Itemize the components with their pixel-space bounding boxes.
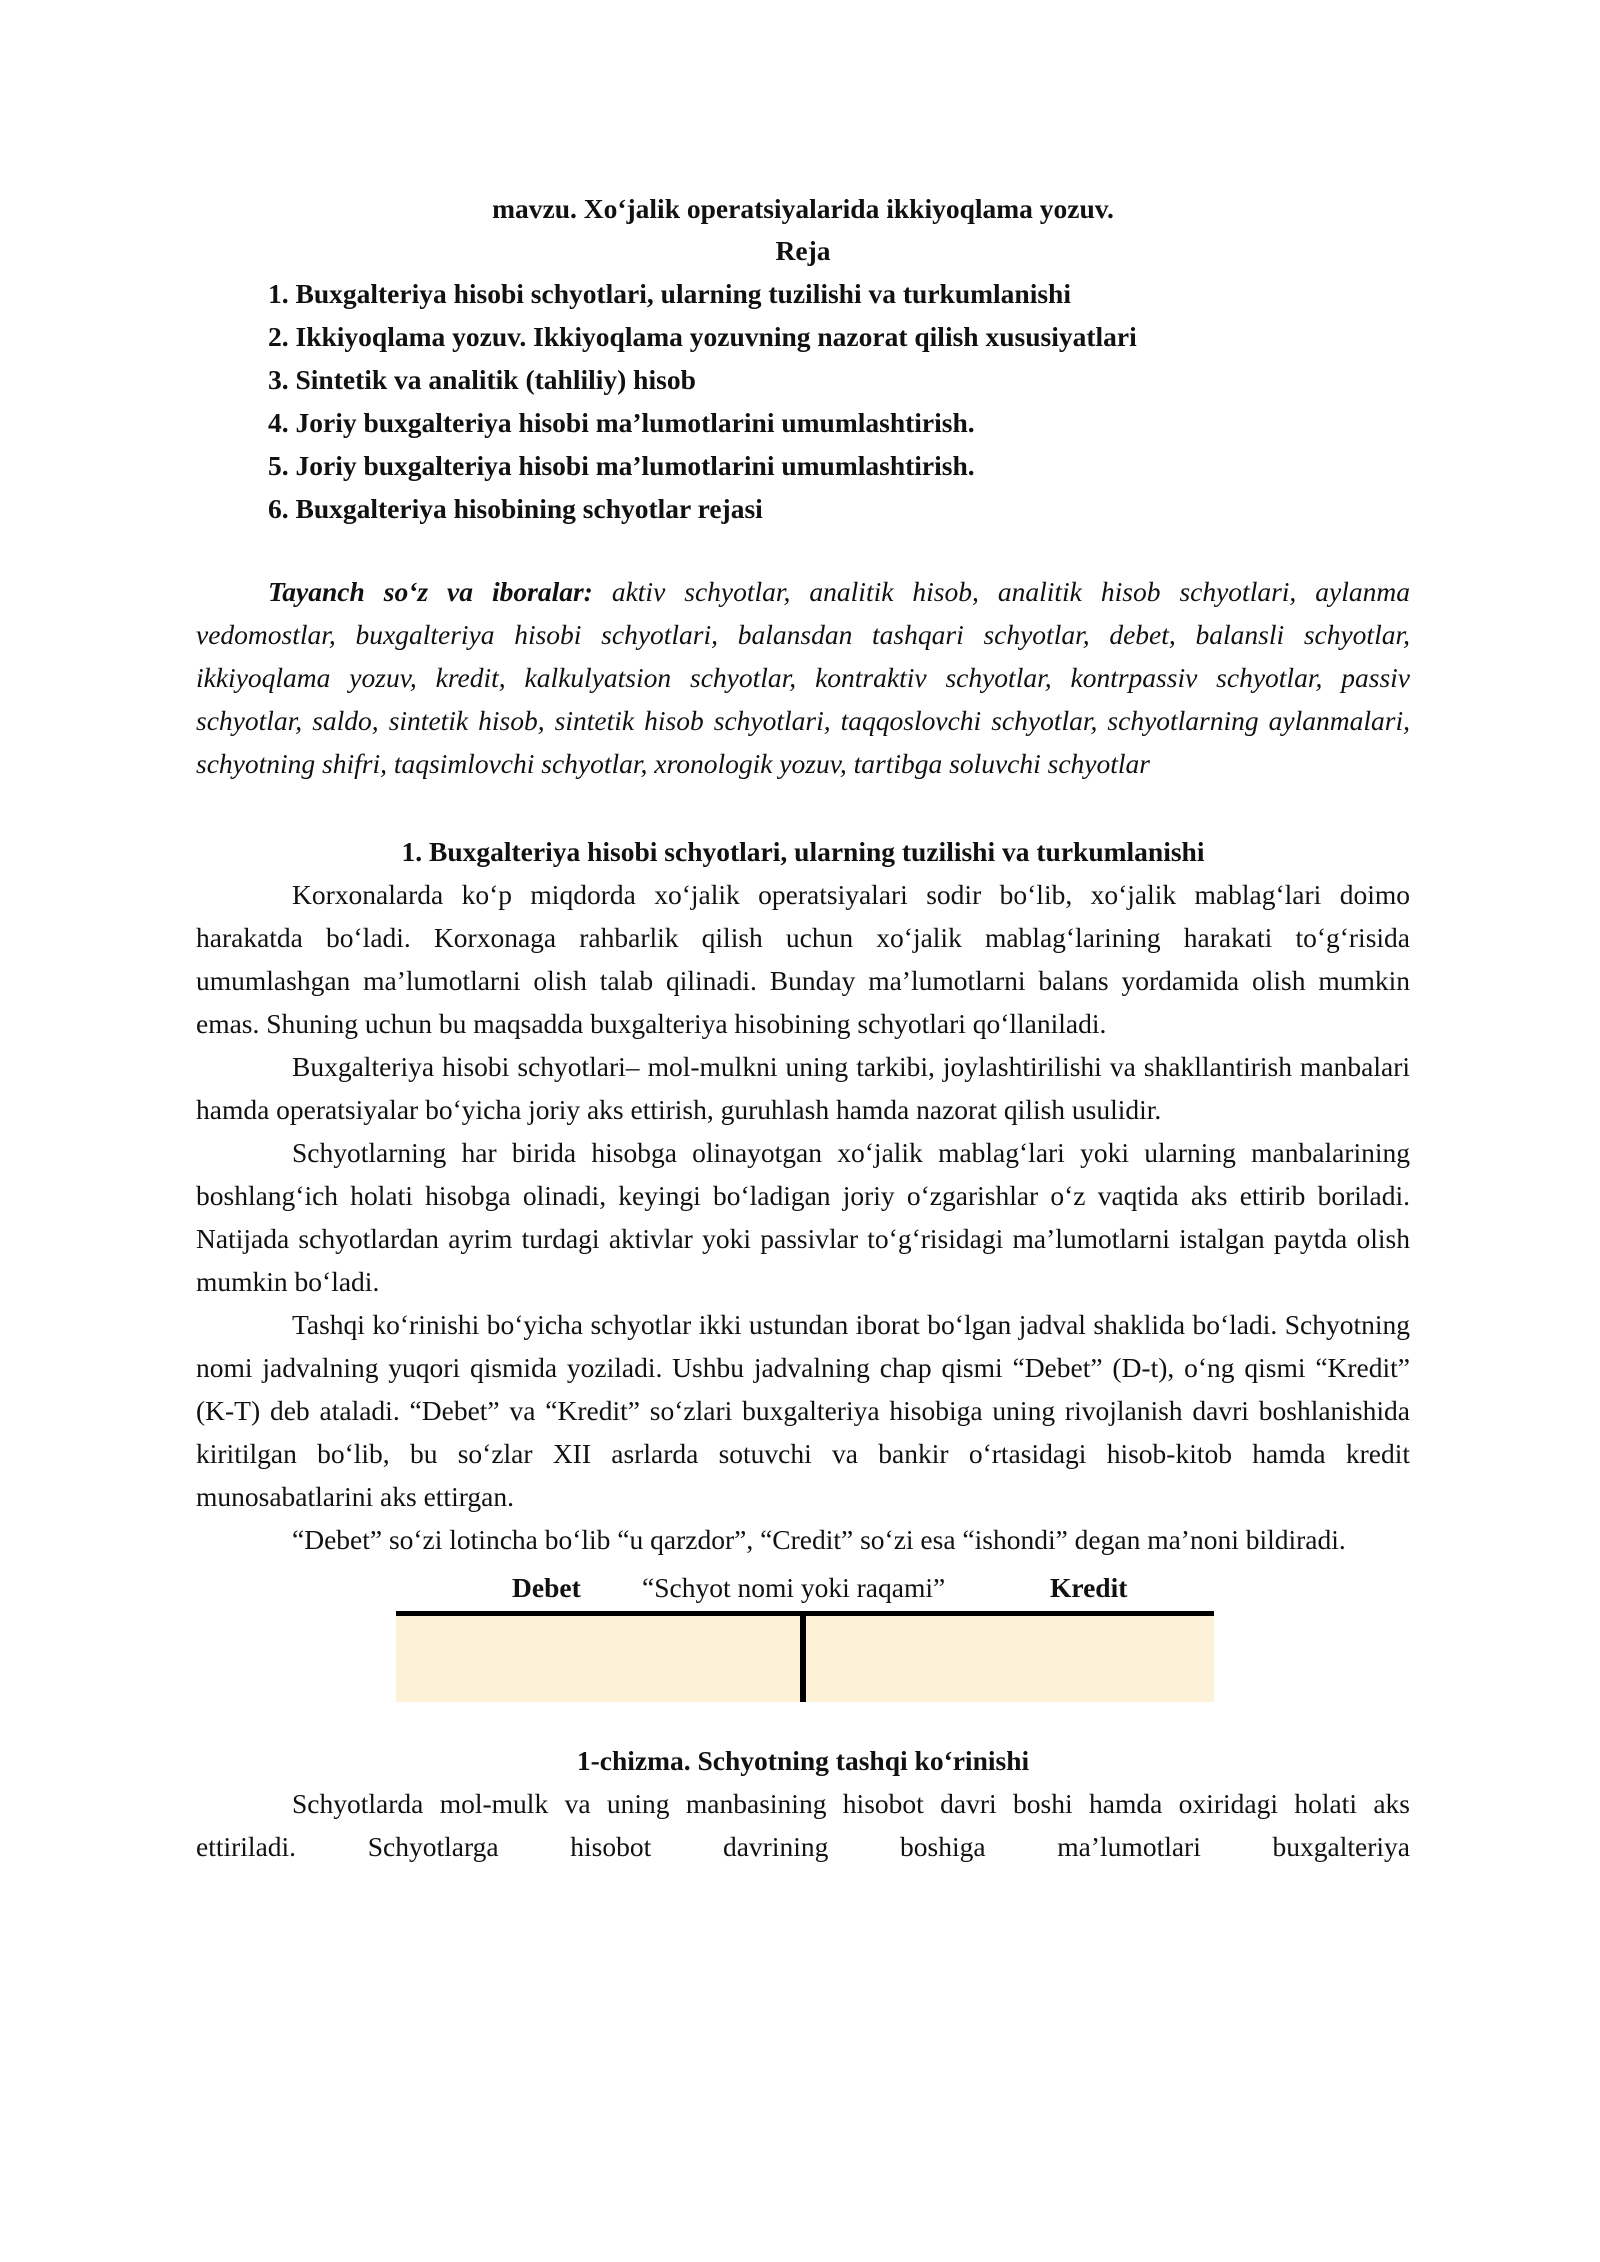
- body-paragraph: “Debet” so‘zi lotincha bo‘lib “u qarzdor”, “Credit” so‘zi esa “ishondi” degan ma’noni bildiradi.: [292, 1524, 1346, 1555]
- keywords-label: Tayanch so‘z va iboralar:: [268, 576, 593, 607]
- credit-label: Kredit: [1050, 1572, 1128, 1603]
- t-account-header: [196, 1567, 1410, 1609]
- figure-caption: 1-chizma. Schyotning tashqi ko‘rinishi: [576, 1745, 1030, 1776]
- keywords-text: aktiv schyotlar, analitik hisob, analitik hisob schyotlari, aylanma vedomostlar, buxgalteriya hisobi schyotlari, balansdan tashqari schyotlar, debet, balansli schyotlar, ikkiyoqlama yozuv, kredit, kalkulyatsion schyotlar, kontraktiv schyotlar, kontrpassiv schyotlar, passiv schyotlar, saldo, sintetik hisob, sintetik hisob schyotlari, taqqoslovchi schyotlar, schyotlarning aylanmalari, schyotning shifri, taqsimlovchi schyotlar, xronologik yozuv, tartibga soluvchi schyotlar: [196, 576, 1410, 779]
- debit-label: Debet: [512, 1572, 581, 1603]
- plan-item: 2. Ikkiyoqlama yozuv. Ikkiyoqlama yozuvning nazorat qilish xususiyatlari: [268, 321, 1137, 352]
- body-paragraph: Schyotlarda mol-mulk va uning manbasining hisobot davri boshi hamda oxiridagi holati aks ettiriladi. Schyotlarga hisobot davrining boshiga ma’lumotlari buxgalteriya: [196, 1788, 1410, 1862]
- t-account-divider: [800, 1611, 806, 1702]
- plan-list: [196, 272, 1410, 530]
- body-paragraph: Korxonalarda ko‘p miqdorda xo‘jalik operatsiyalari sodir bo‘lib, xo‘jalik mablag‘lari doimo harakatda bo‘ladi. Korxonaga rahbarlik qilish uchun xo‘jalik mablag‘larining harakati to‘g‘risida umumlashgan ma’lumotlarni olish talab qilinadi. Bunday ma’lumotlarni balans yordamida olish mumkin emas. Shuning uchun bu maqsadda buxgalteriya hisobining schyotlari qo‘llaniladi.: [196, 879, 1410, 1039]
- body-paragraph: Schyotlarning har birida hisobga olinayotgan xo‘jalik mablag‘lari yoki ularning manbalarining boshlang‘ich holati hisobga olinadi, keyingi bo‘ladigan joriy o‘zgarishlar o‘z vaqtida aks ettirib boriladi. Natijada schyotlardan ayrim turdagi aktivlar yoki passivlar to‘g‘risidagi ma’lumotlarni istalgan paytda olish mumkin bo‘ladi.: [196, 1137, 1410, 1297]
- plan-item: 5. Joriy buxgalteriya hisobi ma’lumotlarini umumlashtirish.: [268, 450, 975, 481]
- plan-item: 4. Joriy buxgalteriya hisobi ma’lumotlarini umumlashtirish.: [268, 407, 975, 438]
- account-name-label: “Schyot nomi yoki raqami”: [642, 1572, 946, 1603]
- keywords-paragraph: [196, 570, 1410, 785]
- document-page: [196, 188, 1410, 1868]
- section-heading: 1. Buxgalteriya hisobi schyotlari, ularning tuzilishi va turkumlanishi: [401, 836, 1205, 867]
- body-paragraph: Tashqi ko‘rinishi bo‘yicha schyotlar ikki ustundan iborat bo‘lgan jadval shaklida bo‘ladi. Schyotning nomi jadvalning yuqori qismida yoziladi. Ushbu jadvalning chap qismi “Debet” (D-t), o‘ng qismi “Kredit” (K-T) deb ataladi. “Debet” va “Kredit” so‘zlari buxgalteriya hisobiga uning rivojlanish davri boshlanishida kiritilgan bo‘lib, bu so‘zlar XII asrlarda sotuvchi va bankir o‘rtasidagi hisob-kitob hamda kredit munosabatlarini aks ettirgan.: [196, 1309, 1410, 1512]
- document-title: mavzu. Xo‘jalik operatsiyalarida ikkiyoqlama yozuv.: [492, 193, 1114, 224]
- body-paragraph: Buxgalteriya hisobi schyotlari– mol-mulkni uning tarkibi, joylashtirilishi va shakllantirish manbalari hamda operatsiyalar bo‘yicha joriy aks ettirish, guruhlash hamda nazorat qilish usulidir.: [196, 1051, 1410, 1125]
- plan-item: 6. Buxgalteriya hisobining schyotlar rejasi: [268, 493, 763, 524]
- t-account-diagram: [196, 1567, 1410, 1695]
- plan-item: 3. Sintetik va analitik (tahliliy) hisob: [268, 364, 696, 395]
- plan-item: 1. Buxgalteriya hisobi schyotlari, ularning tuzilishi va turkumlanishi: [268, 278, 1071, 309]
- plan-heading: Reja: [775, 235, 831, 266]
